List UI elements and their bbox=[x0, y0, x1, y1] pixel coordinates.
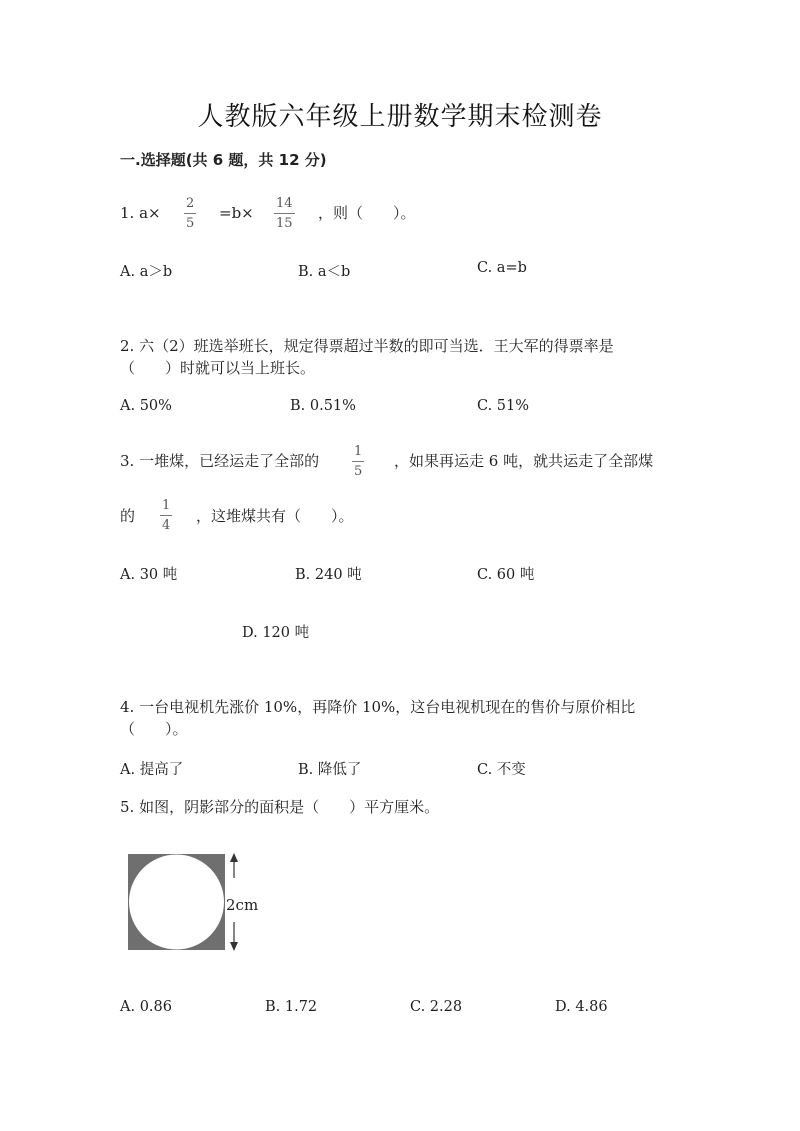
q3-option-c[interactable]: C. 60 吨 bbox=[477, 567, 535, 583]
q1-prefix: 1. a× bbox=[120, 204, 161, 222]
q3-fraction-1-denominator: 5 bbox=[354, 464, 363, 479]
q3-fraction-2-numerator: 1 bbox=[162, 498, 171, 513]
q3-fraction-2-denominator: 4 bbox=[162, 518, 171, 533]
q1-fraction-2-denominator: 15 bbox=[276, 216, 293, 231]
q2-option-a[interactable]: A. 50% bbox=[120, 398, 172, 414]
q1-fraction-2-numerator: 14 bbox=[276, 196, 293, 211]
q1-option-b[interactable]: B. a＜b bbox=[298, 264, 351, 280]
q3-suffix: ，如果再运走 6 吨，就共运走了全部煤 bbox=[394, 452, 654, 470]
q3-fraction-2 bbox=[160, 498, 172, 533]
q2-option-c[interactable]: C. 51% bbox=[477, 398, 530, 414]
figure-dimension-label: 2cm bbox=[226, 896, 259, 914]
q3-fraction-1 bbox=[352, 444, 364, 479]
q2-option-b[interactable]: B. 0.51% bbox=[290, 398, 356, 414]
inscribed-circle bbox=[129, 855, 224, 950]
q3-line-2-prefix: 的 bbox=[120, 507, 136, 525]
q5-option-b[interactable]: B. 1.72 bbox=[265, 999, 318, 1015]
q1-fraction-1-denominator: 5 bbox=[186, 216, 195, 231]
q4-option-c[interactable]: C. 不变 bbox=[477, 762, 526, 778]
q4-option-a[interactable]: A. 提高了 bbox=[120, 762, 184, 778]
q5-option-a[interactable]: A. 0.86 bbox=[120, 999, 172, 1015]
q1-mid: =b× bbox=[219, 204, 254, 222]
q1-suffix: ，则（ ）。 bbox=[318, 204, 416, 222]
q4-option-b[interactable]: B. 降低了 bbox=[298, 762, 362, 778]
q1-fraction-2 bbox=[274, 196, 295, 231]
q3-option-b[interactable]: B. 240 吨 bbox=[295, 567, 362, 583]
q5-option-c[interactable]: C. 2.28 bbox=[410, 999, 463, 1015]
q1-option-a[interactable]: A. a＞b bbox=[120, 264, 173, 280]
q1-fraction-1 bbox=[184, 196, 196, 231]
q5-line-1: 5. 如图，阴影部分的面积是（ ）平方厘米。 bbox=[120, 798, 440, 816]
q4-line-2: （ ）。 bbox=[120, 720, 188, 738]
arrow-up-icon bbox=[230, 853, 238, 862]
q3-prefix: 3. 一堆煤，已经运走了全部的 bbox=[120, 452, 320, 470]
q1-option-c[interactable]: C. a=b bbox=[477, 260, 527, 276]
page-title: 人教版六年级上册数学期末检测卷 bbox=[197, 102, 603, 132]
q3-fraction-1-numerator: 1 bbox=[354, 444, 363, 459]
section-heading: 一.选择题(共 6 题，共 12 分) bbox=[120, 151, 327, 169]
q3-option-d[interactable]: D. 120 吨 bbox=[242, 625, 310, 641]
q4-line-1: 4. 一台电视机先涨价 10%，再降价 10%，这台电视机现在的售价与原价相比 bbox=[120, 698, 636, 716]
q2-line-1: 2. 六（2）班选举班长，规定得票超过半数的即可当选．王大军的得票率是 bbox=[120, 337, 614, 355]
q2-line-2: （ ）时就可以当上班长。 bbox=[120, 359, 316, 377]
q5-option-d[interactable]: D. 4.86 bbox=[555, 999, 608, 1015]
shaded-square-figure bbox=[120, 848, 270, 960]
arrow-down-icon bbox=[230, 942, 238, 951]
q3-option-a[interactable]: A. 30 吨 bbox=[120, 567, 178, 583]
q1-fraction-1-numerator: 2 bbox=[186, 196, 195, 211]
q3-line-2-suffix: ，这堆煤共有（ ）。 bbox=[196, 507, 354, 525]
